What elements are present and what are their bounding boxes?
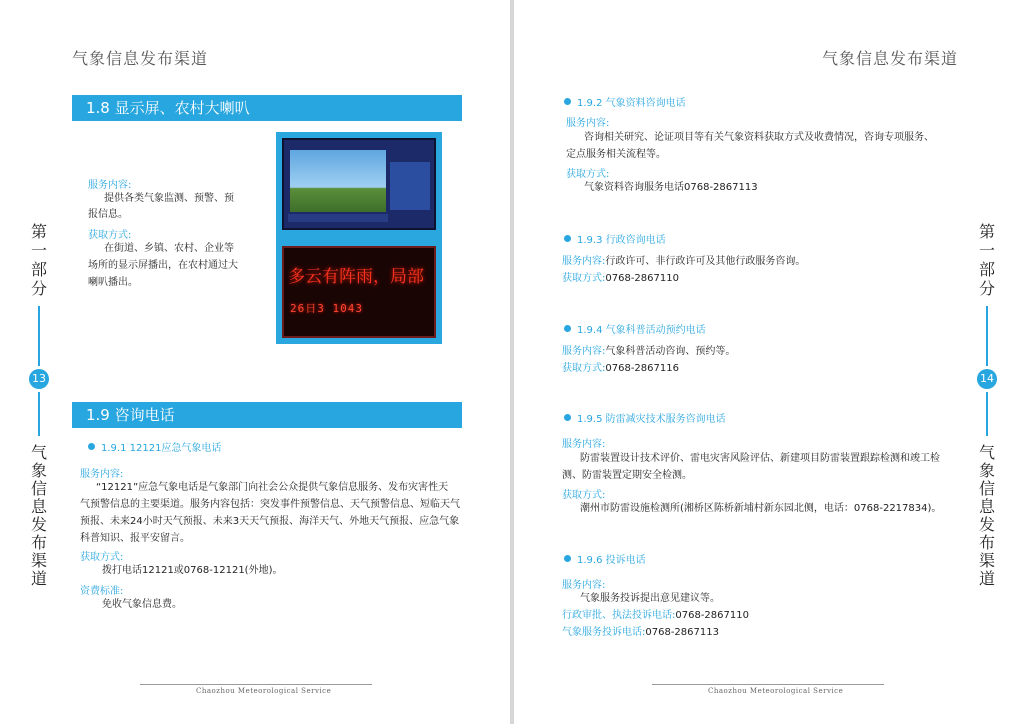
admin-complaint-label: 行政审批、执法投诉电话: [562, 610, 676, 621]
content-line: “12121”应急气象电话是气象部门向社会公众提供气象信息服务、发布灾害性天 [96, 482, 449, 493]
access-label: 获取方式: [80, 552, 124, 563]
content-text: 气象服务投诉提出意见建议等。 [580, 593, 720, 604]
side-divider [38, 306, 40, 366]
footer-text: Chaozhou Meteorological Service [708, 687, 844, 695]
subsection-title: 1.9.5 防雷减灾技术服务咨询电话 [577, 414, 726, 425]
weather-map-image [290, 150, 386, 212]
left-page [0, 0, 510, 724]
content-text: 气象科普活动咨询、预约等。 [605, 346, 736, 357]
part-label: 第一部分 [30, 222, 47, 298]
side-divider [986, 392, 988, 436]
page-number: 14 [977, 369, 997, 389]
page-number: 13 [29, 369, 49, 389]
access-text: 潮州市防雷设施检测所(湘桥区陈桥新埔村新东园北侧，电话：0768-2217834)。 [580, 503, 942, 514]
content-line: 气预警信息的主要渠道。服务内容包括：突发事件预警信息、天气预警信息、短临天气 [80, 499, 460, 510]
tv-weather-screen [282, 138, 436, 230]
chapter-label: 气象信息发布渠道 [30, 443, 47, 588]
access-line: 喇叭播出。 [88, 277, 138, 288]
access-text: 气象资料咨询服务电话0768-2867113 [584, 182, 758, 193]
content-text: 行政许可、非行政许可及其他行政服务咨询。 [605, 256, 806, 267]
section-header-1-9: 1.9 咨询电话 [72, 402, 462, 428]
access-line: 场所的显示屏播出，在农村通过大 [88, 260, 238, 271]
content-line: 咨询相关研究、论证项目等有关气象资料获取方式及收费情况，咨询专项服务、 [584, 132, 934, 143]
side-tab [972, 222, 1002, 588]
bullet-dot-icon [88, 443, 95, 450]
led-readout: 26日3 1043 [290, 302, 363, 315]
footer-rule [652, 684, 884, 685]
content-line: 预报、未来24小时天气预报、未来3天天气预报、海洋天气、外地天气预报、应急气象 [80, 516, 460, 527]
content-line: 定点服务相关流程等。 [566, 149, 666, 160]
subsection-1-9-1 [88, 439, 221, 454]
content-label: 服务内容: [562, 346, 606, 357]
bullet-dot-icon [564, 235, 571, 242]
service-complaint-phone: 0768-2867113 [645, 627, 719, 638]
content-line: 报信息。 [88, 209, 128, 220]
content-line: 防雷装置设计技术评价、雷电灾害风险评估、新建项目防雷装置跟踪检测和竣工检 [580, 453, 940, 464]
right-page [514, 0, 1024, 724]
section-header-1-8: 1.8 显示屏、农村大喇叭 [72, 95, 462, 121]
access-row [562, 360, 679, 377]
running-title: 气象信息发布渠道 [822, 49, 959, 68]
access-row [562, 270, 679, 287]
ticker-strip [288, 214, 388, 222]
footer-text: Chaozhou Meteorological Service [196, 687, 332, 695]
content-label: 服务内容: [80, 469, 124, 480]
bullet-dot-icon [564, 98, 571, 105]
subsection-1-9-3 [564, 231, 666, 246]
subsection-title: 1.9.6 投诉电话 [577, 555, 646, 566]
content-label: 服务内容: [566, 118, 610, 129]
subsection-1-9-5 [564, 410, 726, 425]
bullet-dot-icon [564, 555, 571, 562]
access-text: 0768-2867116 [605, 363, 679, 374]
access-text: 拨打电话12121或0768-12121(外地)。 [102, 565, 283, 576]
access-label: 获取方式: [88, 230, 132, 241]
content-line: 测、防雷装置定期安全检测。 [562, 470, 692, 481]
admin-complaint-row [562, 607, 749, 624]
content-line: 科普知识、报平安留言。 [80, 533, 190, 544]
chapter-label: 气象信息发布渠道 [978, 443, 995, 588]
subsection-1-9-2 [564, 94, 686, 109]
side-divider [38, 392, 40, 436]
admin-complaint-phone: 0768-2867110 [675, 610, 749, 621]
content-row [562, 253, 805, 270]
side-divider [986, 306, 988, 366]
subsection-title: 1.9.1 12121应急气象电话 [101, 443, 222, 454]
bullet-dot-icon [564, 414, 571, 421]
content-label: 服务内容: [562, 256, 606, 267]
led-text: 多云有阵雨，局部 [288, 267, 424, 287]
subsection-title: 1.9.3 行政咨询电话 [577, 235, 666, 246]
running-title: 气象信息发布渠道 [72, 49, 209, 68]
content-label: 服务内容: [88, 180, 132, 191]
footer-rule [140, 684, 372, 685]
bullet-dot-icon [564, 325, 571, 332]
access-label: 获取方式: [562, 273, 606, 284]
part-label: 第一部分 [978, 222, 995, 298]
subsection-title: 1.9.2 气象资料咨询电话 [577, 98, 686, 109]
forecast-panel [390, 162, 430, 210]
content-label: 服务内容: [562, 580, 606, 591]
content-label: 服务内容: [562, 439, 606, 450]
led-display [282, 246, 436, 338]
subsection-title: 1.9.4 气象科普活动预约电话 [577, 325, 706, 336]
access-text: 0768-2867110 [605, 273, 679, 284]
content-row [562, 343, 735, 360]
service-complaint-label: 气象服务投诉电话: [562, 627, 646, 638]
access-label: 获取方式: [562, 490, 606, 501]
fee-text: 免收气象信息费。 [102, 599, 182, 610]
service-complaint-row [562, 624, 719, 641]
subsection-1-9-6 [564, 551, 646, 566]
side-tab [24, 222, 54, 588]
access-line: 在街道、乡镇、农村、企业等 [104, 243, 234, 254]
subsection-1-9-4 [564, 321, 706, 336]
access-label: 获取方式: [566, 169, 610, 180]
access-label: 获取方式: [562, 363, 606, 374]
fee-label: 资费标准: [80, 586, 124, 597]
content-line: 提供各类气象监测、预警、预 [104, 193, 234, 204]
